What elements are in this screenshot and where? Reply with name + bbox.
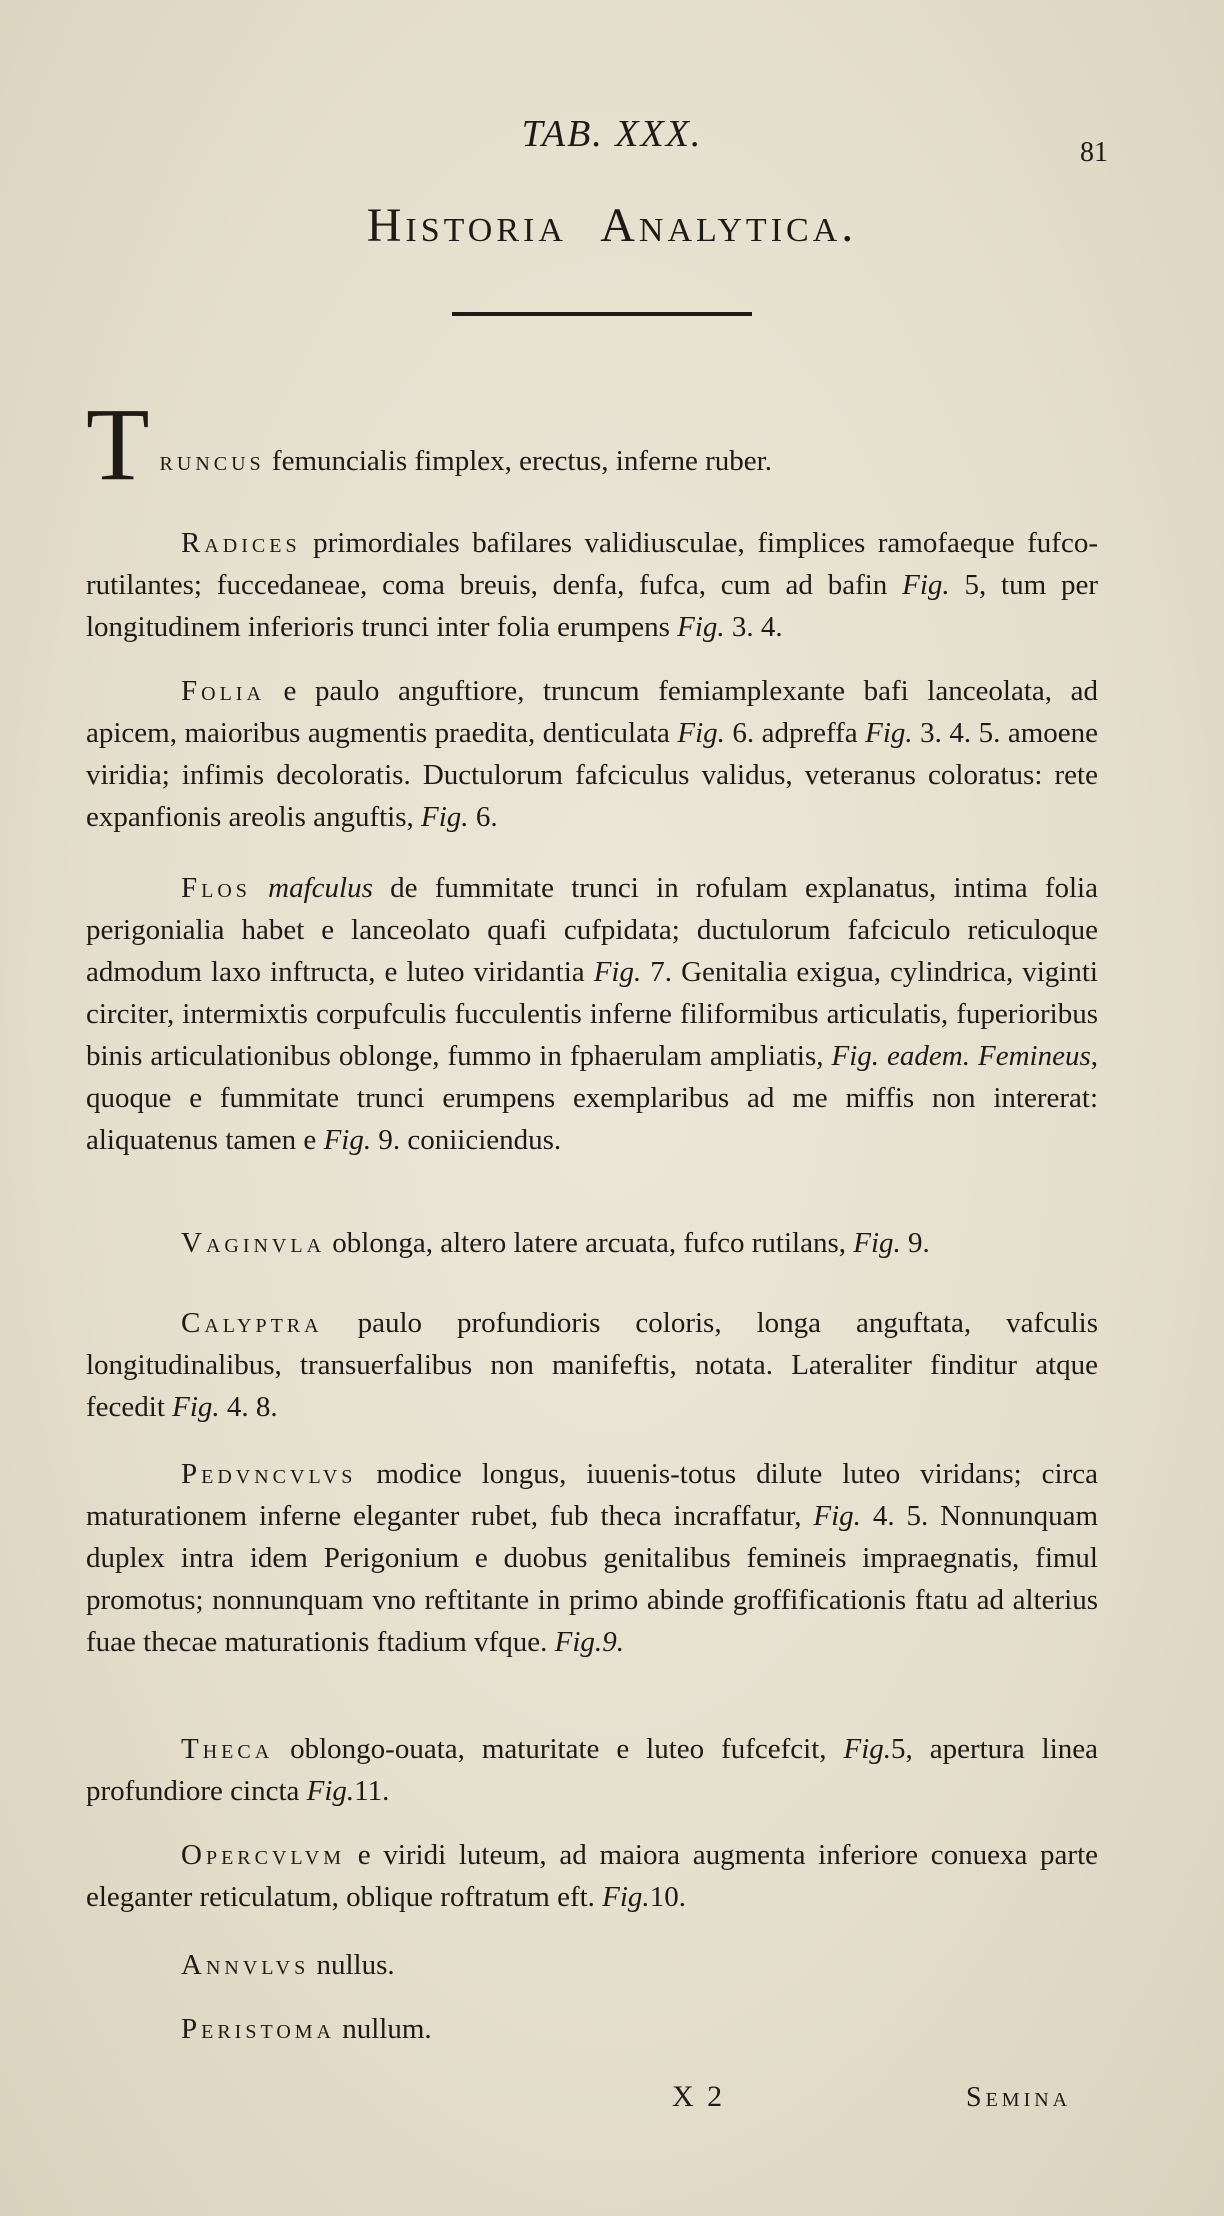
fig-ref: Fig. (677, 717, 725, 749)
paragraph-flos (86, 867, 1098, 1161)
paragraph-text: 9. coniiciendus. (371, 1124, 562, 1156)
italic-term: Femineus (978, 1040, 1091, 1072)
paragraph-text: 6. (468, 801, 498, 833)
paragraph-theca (86, 1728, 1098, 1812)
paragraph-text: paulo profundioris coloris, longa anguftata, vafculis longitudinalibus, transuerfalibus non manifeftis, notata. Lateraliter finditur atque fecedit (86, 1307, 1098, 1423)
paragraph-text: e paulo anguftiore, truncum femiamplexante bafi lanceolata, ad apicem, maioribus augmentis praedita, denticulata (86, 675, 1098, 749)
paragraph-text (970, 1040, 978, 1072)
paragraph-text: 5, apertura linea profundiore cincta (86, 1733, 1098, 1807)
paragraph-text: 7. Genitalia exigua, cylindrica, viginti circiter, intermixtis corpufculis fucculentis inferne filiformibus articulatis, fuperioribus binis articulationibus oblonge, fummo in fphaerulam ampliatis, (86, 956, 1098, 1072)
paragraph-folia (86, 670, 1098, 838)
paragraph-calyptra (86, 1302, 1098, 1428)
paragraph-text: primordiales bafilares validiusculae, fimplices ramofaeque fufco-rutilantes; fuccedaneae, coma breuis, denfa, fufca, cum ad bafin (86, 527, 1098, 601)
lead-word: Theca (181, 1733, 274, 1765)
italic-term: mafculus (250, 872, 373, 904)
paragraph-pedunculus (86, 1453, 1098, 1663)
paragraph-truncus (86, 387, 1098, 502)
page-number: 81 (1080, 137, 1108, 168)
lead-word: Peristoma (181, 2013, 335, 2045)
lead-word: Radices (181, 527, 301, 559)
lead-word: runcus (159, 445, 265, 477)
paragraph-text: femuncialis fimplex, erectus, inferne ruber. (264, 445, 772, 477)
paragraph-text: 5, tum per longitudinem inferioris trunci inter folia erumpens (86, 569, 1098, 643)
paragraph-text: modice longus, iuuenis-totus dilute luteo viridans; circa maturationem inferne eleganter rubet, fub theca incraffatur, (86, 1458, 1098, 1532)
lead-word: Opercvlvm (181, 1839, 346, 1871)
paragraph-text: de fummitate trunci in rofulam explanatus, intima folia perigonialia habet e lanceolato quafi cufpidata; ductulorum fafciculo reticuloque admodum laxo inftructa, e luteo viridantia (86, 872, 1098, 988)
paragraph-text: 9. (602, 1626, 624, 1658)
title-rule (452, 312, 752, 316)
drop-cap: T (86, 387, 150, 502)
paragraph-text: e viridi luteum, ad maiora augmenta inferiore conuexa parte eleganter reticulatum, oblique roftratum eft. (86, 1839, 1098, 1913)
page-title: Historia Analytica. (366, 199, 858, 252)
paragraph-text: 10. (649, 1881, 686, 1913)
lead-word: Flos (181, 872, 251, 904)
fig-ref: Fig. eadem. (831, 1040, 970, 1072)
fig-ref: Fig. (902, 569, 950, 601)
paragraph-vaginula (86, 1222, 1098, 1264)
fig-ref: Fig. (554, 1626, 603, 1658)
paragraph-text: 6. adpreffa (724, 717, 866, 749)
paragraph-text: 9. (900, 1227, 930, 1259)
paragraph-text: 4. 5. Nonnunquam duplex intra idem Perigonium e duobus genitalibus femineis impraegnatis, fimul promotus; nonnunquam vno reftitante in primo abinde groffificationis ftatu ad alterius fuae thecae maturationis ftadium vfque. (86, 1500, 1098, 1658)
paragraph-text: nullus. (309, 1949, 395, 1981)
catchword: Semina (966, 2082, 1072, 2113)
fig-ref: Fig. (421, 801, 469, 833)
lead-word: Vaginvla (181, 1227, 326, 1259)
fig-ref: Fig. (172, 1391, 220, 1423)
paragraph-peristoma (86, 2008, 1098, 2050)
paragraph-annulus (86, 1944, 1098, 1986)
fig-ref: Fig. (865, 717, 913, 749)
lead-word: Folia (181, 675, 265, 707)
paragraph-radices (86, 522, 1098, 648)
fig-ref: Fig. (306, 1775, 355, 1807)
fig-ref: Fig. (602, 1881, 650, 1913)
paragraph-text: 11. (354, 1775, 390, 1807)
paragraph-text: 3. 4. 5. amoene viridia; infimis decoloratis. Ductulorum fafciculus validus, veteranus coloratus: rete expanfionis areolis anguftis, (86, 717, 1098, 833)
fig-ref: Fig. (323, 1124, 372, 1156)
paragraph-text: , quoque e fummitate trunci erumpens exemplaribus ad me miffis non intererat: aliquatenus tamen e (86, 1040, 1099, 1156)
fig-ref: Fig. (813, 1500, 861, 1532)
paragraph-text: oblongo-ouata, maturitate e luteo fufcefcit, (273, 1733, 844, 1765)
fig-ref: Fig. (593, 956, 642, 988)
signature-mark: X 2 (672, 2080, 726, 2113)
fig-ref: Fig. (853, 1227, 901, 1259)
paragraph-text: oblonga, altero latere arcuata, fufco rutilans, (325, 1227, 854, 1259)
paragraph-text: 4. 8. (219, 1391, 278, 1423)
paragraph-text: 3. 4. (724, 611, 783, 643)
paragraph-operculum (86, 1834, 1098, 1918)
fig-ref: Fig. (677, 611, 725, 643)
plate-reference: TAB. XXX. (521, 113, 703, 155)
lead-word: Annvlvs (181, 1949, 310, 1981)
paragraph-text: nullum. (335, 2013, 432, 2045)
fig-ref: Fig. (843, 1733, 892, 1765)
lead-word: Calyptra (181, 1307, 323, 1339)
lead-word: Pedvncvlvs (181, 1458, 357, 1490)
